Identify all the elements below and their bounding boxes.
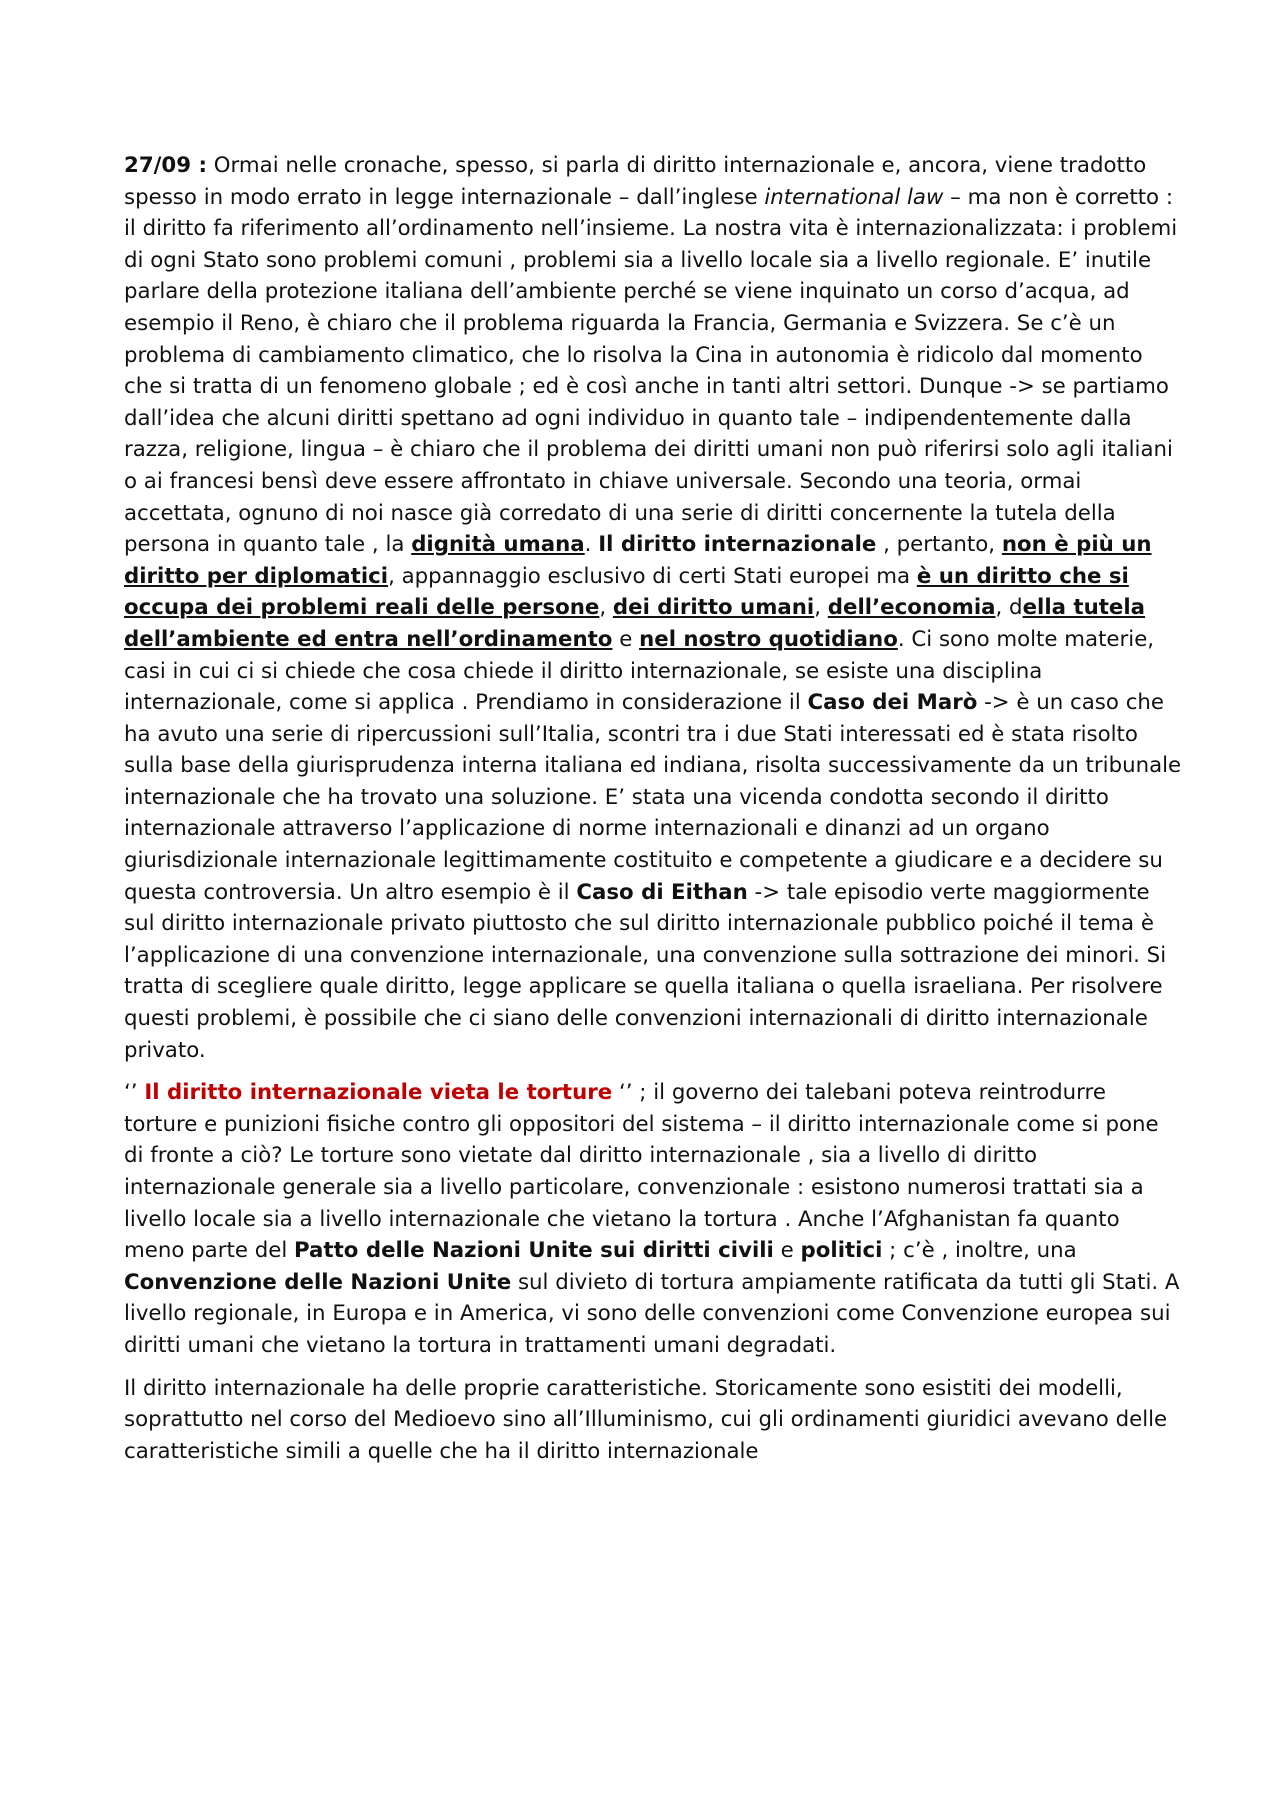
text-segment: -> tale episodio verte maggiormente sul diritto internazionale privato piuttosto che sul diritto internazionale pubblico poiché il tema è l’applicazione di una convenzione internazionale, una convenzione sulla sottrazione dei minori. Si tratta di scegliere quale diritto, legge applicare se quella italiana o quella israeliana. Per risolvere questi problemi, è possibile che ci siano delle convenzioni internazionali di diritto internazionale privato. — [124, 879, 1167, 1063]
text-segment: . Ci sono molte materie, casi in cui ci si chiede che cosa chiede il diritto internazionale, se esiste una disciplina internazionale, come si applica . Prendiamo in considerazione il — [124, 626, 1155, 716]
emphasis-politici: politici — [800, 1238, 883, 1264]
text-segment: . — [584, 532, 599, 558]
emphasis-quotidiano: nel nostro quotidiano — [639, 626, 898, 652]
text-segment: ; c’è , inoltre, una — [882, 1238, 1077, 1264]
paragraph-caratteristiche — [124, 1373, 1184, 1468]
text-segment: sul divieto di tortura ampiamente ratificata da tutti gli Stati. A livello regionale, in Europa e in America, vi sono delle convenzioni come Convenzione europea sui diritti umani che vietano la tortura in trattamenti umani degradati. — [124, 1269, 1180, 1358]
text-segment: , pertanto, — [876, 532, 1002, 558]
emphasis-diritti-umani: dei diritto umani — [612, 595, 815, 621]
text-segment: e — [773, 1238, 801, 1264]
italic-term: international law — [764, 184, 944, 210]
quote-close: ‘’ — [612, 1080, 633, 1106]
text-segment: -> è un caso che ha avuto una serie di ripercussioni sull’Italia, scontri tra i due Stati interessati ed è stata risolto sulla base della giurisprudenza interna italiana ed indiana, risolta successivamente da un tribunale internazionale che ha trovato una soluzione. E’ stata una vicenda condotta secondo il diritto internazionale attraverso l’applicazione di norme internazionali e dinanzi ad un organo giurisdizionale internazionale legittimamente costituito e competente a giudicare e a decidere su questa controversia. Un altro esempio è il — [124, 690, 1182, 905]
quote-open: ‘’ — [124, 1080, 145, 1106]
text-segment: , d — [995, 595, 1023, 621]
text-segment: Il diritto internazionale ha delle proprie caratteristiche. Storicamente sono esistiti dei modelli, soprattutto nel corso del Medioevo sino all’Illuminismo, cui gli ordinamenti giuridici avevano delle caratteristiche simili a quelle che ha il diritto internazionale — [124, 1375, 1168, 1464]
text-segment: ; il governo dei talebani poteva reintrodurre torture e punizioni fisiche contro gli oppositori del sistema – il diritto internazionale come si pone di fronte a ciò? Le torture sono vietate dal diritto internazionale , sia a livello di diritto internazionale generale sia a livello particolare, convenzionale : esistono numerosi trattati sia a livello locale sia a livello internazionale che vietano la tortura . Anche l’Afghanistan fa quanto meno parte del — [124, 1080, 1159, 1264]
emphasis-patto: Patto delle Nazioni Unite sui diritti civili — [294, 1238, 774, 1264]
emphasis-problemi-reali: è un diritto che si occupa dei problemi reali delle persone — [124, 563, 1129, 621]
date-colon: : — [191, 153, 207, 178]
document-body — [124, 150, 1184, 1478]
text-segment: e — [612, 626, 640, 652]
emphasis-caso-eithan: Caso di Eithan — [576, 879, 748, 905]
text-segment: , appannaggio esclusivo di certi Stati europei ma — [388, 563, 917, 589]
emphasis-economia: dell’economia — [827, 595, 996, 621]
text-segment: – ma non è corretto : il diritto fa riferimento all’ordinamento nell’insieme. La nostra vita è internazionalizzata: i problemi di ogni Stato sono problemi comuni , problemi sia a livello locale sia a livello regionale. E’ inutile parlare della protezione italiana dell’ambiente perché se viene inquinato un corso d’acqua, ad esempio il Reno, è chiaro che il problema riguarda la Francia, Germania e Svizzera. Se c’è un problema di cambiamento climatico, che lo risolva la Cina in autonomia è ridicolo dal momento che si tratta di un fenomeno globale ; ed è così anche in tanti altri settori. Dunque -> se partiamo dall’idea che alcuni diritti spettano ad ogni individuo in quanto tale – indipendentemente dalla razza, religione, lingua – è chiaro che il problema dei diritti umani non può riferirsi solo agli italiani o ai francesi bensì deve essere affrontato in chiave universale. Secondo una teoria, ormai accettata, ognuno di noi nasce già corredato di una serie di diritti concernente la tutela della persona in quanto tale , la — [124, 184, 1178, 558]
text-segment: Ormai nelle cronache, spesso, si parla di diritto internazionale e, ancora, viene tradotto spesso in modo errato in legge internazionale – dall’inglese — [124, 153, 1147, 210]
emphasis-dignita-umana: dignità umana — [411, 532, 585, 558]
heading-red-torture: Il diritto internazionale vieta le torture — [144, 1080, 613, 1106]
text-segment: , — [814, 595, 828, 621]
paragraph-torture — [124, 1077, 1184, 1361]
emphasis-diritto-internazionale: Il diritto internazionale — [598, 532, 877, 558]
emphasis-non-piu-diplomatici: non è più un diritto per diplomatici — [124, 532, 1152, 589]
paragraph-lecture-intro — [124, 150, 1184, 1066]
emphasis-tutela-ambiente: ella tutela dell’ambiente ed entra nell’ordinamento — [124, 595, 1146, 652]
emphasis-caso-maro: Caso dei Marò — [807, 690, 978, 716]
lecture-date: 27/09 — [124, 153, 192, 178]
text-segment: , — [599, 595, 613, 621]
emphasis-convenzione-onu: Convenzione delle Nazioni Unite — [124, 1269, 512, 1295]
